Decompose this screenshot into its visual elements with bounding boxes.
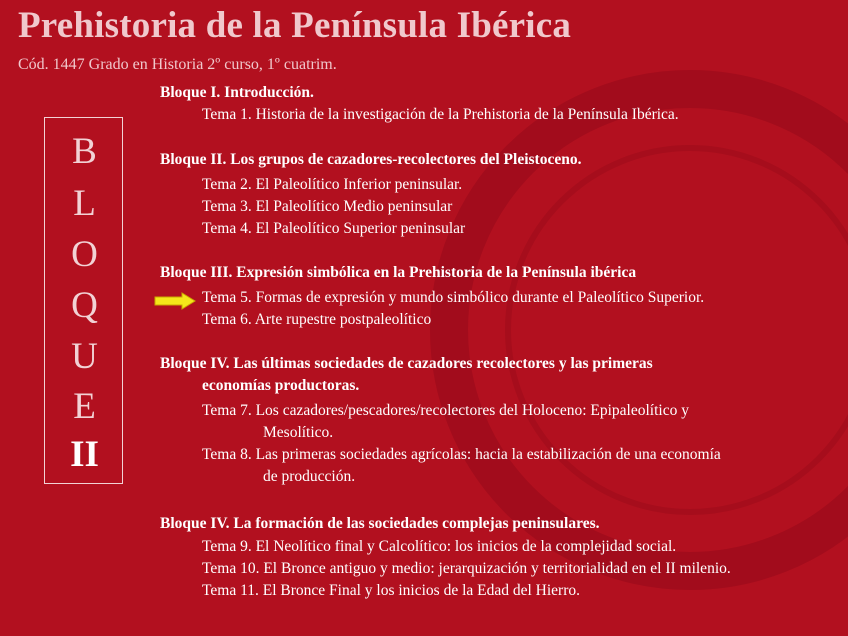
side-letter: E — [73, 386, 96, 427]
bloque-title: Bloque IV. Las últimas sociedades de cazadores recolectores y las primeras — [160, 355, 653, 372]
bloque-title: Bloque I. Introducción. — [160, 84, 314, 101]
tema-item: Tema 5. Formas de expresión y mundo simbólico durante el Paleolítico Superior. — [202, 289, 705, 306]
side-number: II — [70, 434, 99, 475]
tema-item: Tema 10. El Bronce antiguo y medio: jerarquización y territorialidad en el II milenio. — [202, 560, 731, 577]
side-letter: O — [71, 234, 98, 275]
tema-item: Tema 7. Los cazadores/pescadores/recolectores del Holoceno: Epipaleolítico y — [202, 402, 689, 419]
bloque-title-continued: economías productoras. — [202, 377, 360, 394]
tema-item-continued: Mesolítico. — [263, 424, 334, 441]
side-letter: U — [71, 336, 98, 377]
slide-subtitle: Cód. 1447 Grado en Historia 2º curso, 1º cuatrim. — [18, 56, 337, 73]
tema-item-continued: de producción. — [263, 468, 356, 485]
tema-item: Tema 8. Las primeras sociedades agrícolas: hacia la estabilización de una economía — [202, 446, 721, 463]
bloque-title: Bloque II. Los grupos de cazadores-recolectores del Pleistoceno. — [160, 151, 582, 168]
side-letter: Q — [71, 285, 98, 326]
side-letter: L — [73, 183, 96, 224]
tema-item: Tema 6. Arte rupestre postpaleolítico — [202, 311, 432, 328]
tema-item: Tema 3. El Paleolítico Medio peninsular — [202, 198, 453, 215]
bloque-title: Bloque IV. La formación de las sociedades complejas peninsulares. — [160, 515, 600, 532]
slide-title: Prehistoria de la Península Ibérica — [18, 5, 572, 46]
tema-item: Tema 11. El Bronce Final y los inicios de la Edad del Hierro. — [202, 582, 580, 599]
tema-item: Tema 1. Historia de la investigación de la Prehistoria de la Península Ibérica. — [202, 106, 679, 123]
tema-item: Tema 9. El Neolítico final y Calcolítico: los inicios de la complejidad social. — [202, 538, 677, 555]
side-letter: B — [72, 131, 97, 172]
bloque-title: Bloque III. Expresión simbólica en la Prehistoria de la Península ibérica — [160, 264, 637, 281]
arrow-right-icon — [154, 292, 196, 310]
tema-item: Tema 4. El Paleolítico Superior peninsular — [202, 220, 466, 237]
bloque-side-box — [44, 117, 123, 484]
tema-item: Tema 2. El Paleolítico Inferior peninsular. — [202, 176, 463, 193]
